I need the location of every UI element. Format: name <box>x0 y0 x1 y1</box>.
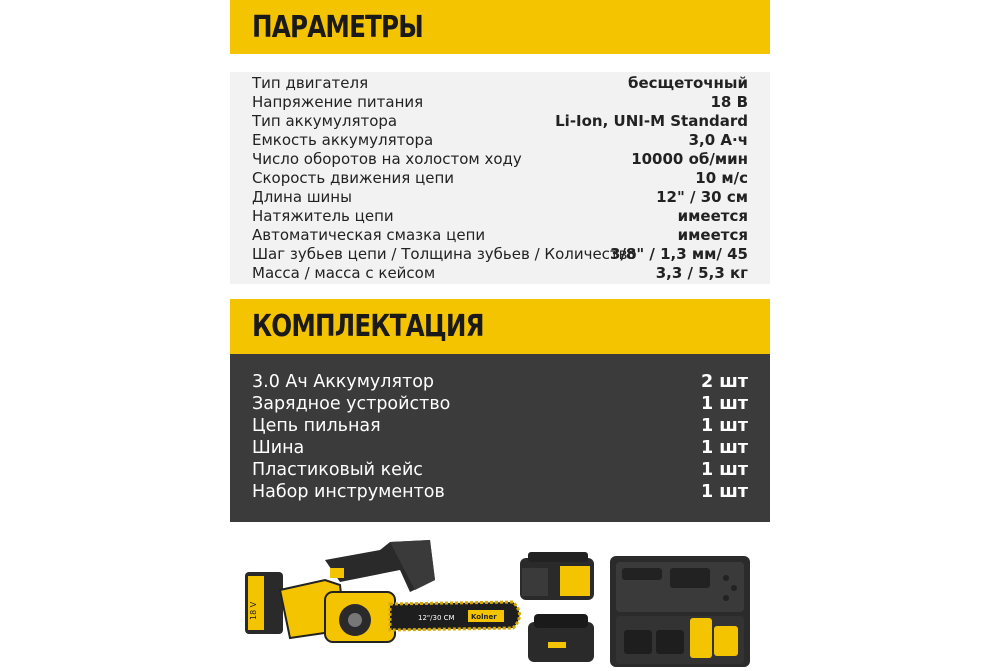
battery-label: 18 V <box>249 601 258 620</box>
param-label: Емкость аккумулятора <box>252 131 434 149</box>
product-illustration <box>230 530 770 667</box>
kit-label: Зарядное устройство <box>252 394 451 414</box>
kit-row <box>230 415 770 437</box>
kit-label: 3.0 Ач Аккумулятор <box>252 372 435 392</box>
params-header <box>230 0 770 54</box>
kit-title: КОМПЛЕКТАЦИЯ <box>252 309 484 344</box>
param-row <box>230 112 770 131</box>
spare-battery-image <box>520 552 594 600</box>
kit-value: 1 шт <box>701 460 748 480</box>
param-value: 12" / 30 см <box>656 188 748 206</box>
kit-row <box>230 459 770 481</box>
param-row <box>230 207 770 226</box>
param-value: 18 В <box>710 93 748 111</box>
param-value: бесщеточный <box>627 74 748 92</box>
chainsaw-image <box>245 540 520 642</box>
kit-label: Цепь пильная <box>252 416 381 436</box>
param-label: Скорость движения цепи <box>252 169 455 187</box>
param-label: Масса / масса с кейсом <box>252 264 436 282</box>
param-value: 10000 об/мин <box>631 150 748 168</box>
param-value: Li-Ion, UNI-M Standard <box>555 112 748 130</box>
kit-row <box>230 393 770 415</box>
params-title: ПАРАМЕТРЫ <box>252 9 423 45</box>
param-label: Тип аккумулятора <box>252 112 398 130</box>
param-value: имеется <box>677 207 748 225</box>
kit-value: 1 шт <box>701 482 748 502</box>
param-label: Автоматическая смазка цепи <box>252 226 486 244</box>
param-row <box>230 264 770 283</box>
kit-value: 2 шт <box>701 372 748 392</box>
kit-table <box>230 354 770 522</box>
kit-label: Набор инструментов <box>252 482 445 502</box>
param-label: Тип двигателя <box>252 74 369 92</box>
kit-row <box>230 481 770 503</box>
param-row <box>230 131 770 150</box>
param-label: Напряжение питания <box>252 93 424 111</box>
param-label: Число оборотов на холостом ходу <box>252 150 522 168</box>
param-row <box>230 169 770 188</box>
param-row <box>230 93 770 112</box>
param-value: имеется <box>677 226 748 244</box>
param-value: 3,0 А·ч <box>688 131 748 149</box>
param-row <box>230 245 770 264</box>
kit-value: 1 шт <box>701 394 748 414</box>
kit-label: Шина <box>252 438 305 458</box>
kit-value: 1 шт <box>701 438 748 458</box>
param-value: 10 м/с <box>695 169 748 187</box>
kit-row <box>230 371 770 393</box>
kit-header <box>230 299 770 354</box>
charger-image <box>528 614 594 662</box>
param-label: Длина шины <box>252 188 352 206</box>
param-label: Шаг зубьев цепи / Толщина зубьев / Количество <box>252 245 637 263</box>
params-table <box>230 72 770 284</box>
kit-row <box>230 437 770 459</box>
bar-length-label: 12"/30 CM <box>418 614 455 622</box>
brand-logo-text: Kolner <box>471 613 497 621</box>
param-row <box>230 188 770 207</box>
param-value: 3/8" / 1,3 мм/ 45 <box>610 245 748 263</box>
kit-value: 1 шт <box>701 416 748 436</box>
product-photos <box>230 530 770 667</box>
param-value: 3,3 / 5,3 кг <box>655 264 748 282</box>
param-row <box>230 74 770 93</box>
kit-label: Пластиковый кейс <box>252 460 423 480</box>
param-label: Натяжитель цепи <box>252 207 394 225</box>
param-row <box>230 150 770 169</box>
param-row <box>230 226 770 245</box>
case-image <box>610 556 750 667</box>
